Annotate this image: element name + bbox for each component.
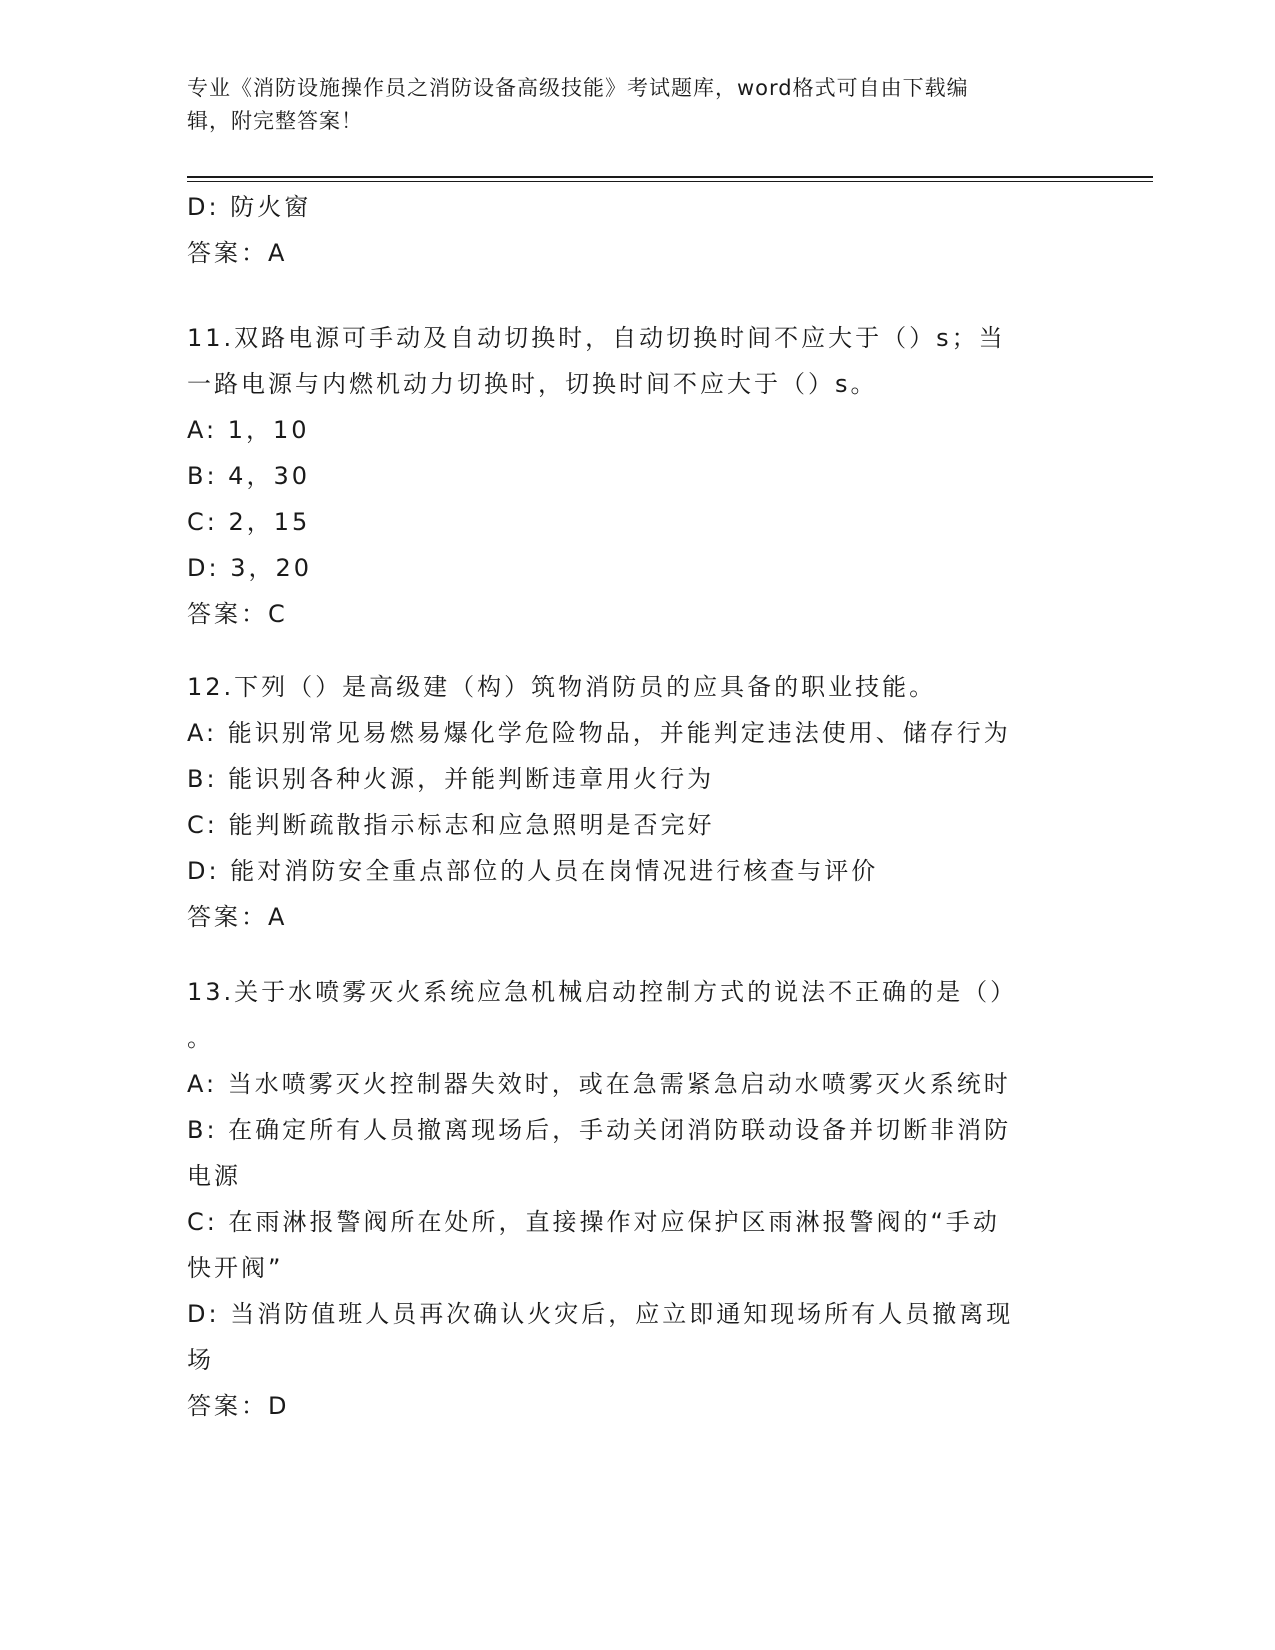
question-stem: 11.双路电源可手动及自动切换时，自动切换时间不应大于（）s；当 [187, 324, 1006, 352]
answer-line: 答案：C [187, 600, 288, 628]
header-rule-thick [187, 176, 1153, 178]
header-line-1: 专业《消防设施操作员之消防设备高级技能》考试题库，word格式可自由下载编 [187, 76, 969, 100]
question-stem: 12.下列（）是高级建（构）筑物消防员的应具备的职业技能。 [187, 673, 937, 701]
question-stem: 一路电源与内燃机动力切换时，切换时间不应大于（）s。 [187, 370, 878, 398]
option-b: B: 能识别各种火源，并能判断违章用火行为 [187, 765, 715, 793]
document-header [187, 72, 1067, 138]
option-c: C: 2，15 [187, 508, 311, 536]
answer-line: 答案：A [187, 239, 288, 267]
option-d: D: 3，20 [187, 554, 313, 582]
question-13 [187, 969, 1087, 1429]
option-c: C: 能判断疏散指示标志和应急照明是否完好 [187, 811, 715, 839]
option-a: A: 当水喷雾灭火控制器失效时，或在急需紧急启动水喷雾灭火系统时 [187, 1070, 1011, 1098]
option-d: D: 防火窗 [187, 193, 312, 221]
option-d: D: 当消防值班人员再次确认火灾后，应立即通知现场所有人员撤离现 场 [187, 1300, 1014, 1374]
answer-line: 答案：D [187, 1392, 290, 1420]
option-c: C: 在雨淋报警阀所在处所，直接操作对应保护区雨淋报警阀的“手动 快开阀” [187, 1208, 1000, 1282]
option-b: B: 4，30 [187, 462, 310, 490]
question-stem: 13.关于水喷雾灭火系统应急机械启动控制方式的说法不正确的是（） [187, 978, 1018, 1006]
option-a: A: 1，10 [187, 416, 310, 444]
option-a: A: 能识别常见易燃易爆化学危险物品，并能判定违法使用、储存行为 [187, 719, 1011, 747]
question-12 [187, 664, 1087, 940]
option-b: B: 在确定所有人员撤离现场后，手动关闭消防联动设备并切断非消防 电源 [187, 1116, 1012, 1190]
header-rule-thin [187, 181, 1153, 182]
option-d: D: 能对消防安全重点部位的人员在岗情况进行核查与评价 [187, 857, 879, 885]
header-line-2: 辑，附完整答案！ [187, 109, 363, 133]
question-stem: 。 [187, 1024, 214, 1052]
question-11 [187, 315, 1087, 637]
answer-line: 答案：A [187, 903, 288, 931]
carryover-block [187, 184, 1087, 276]
